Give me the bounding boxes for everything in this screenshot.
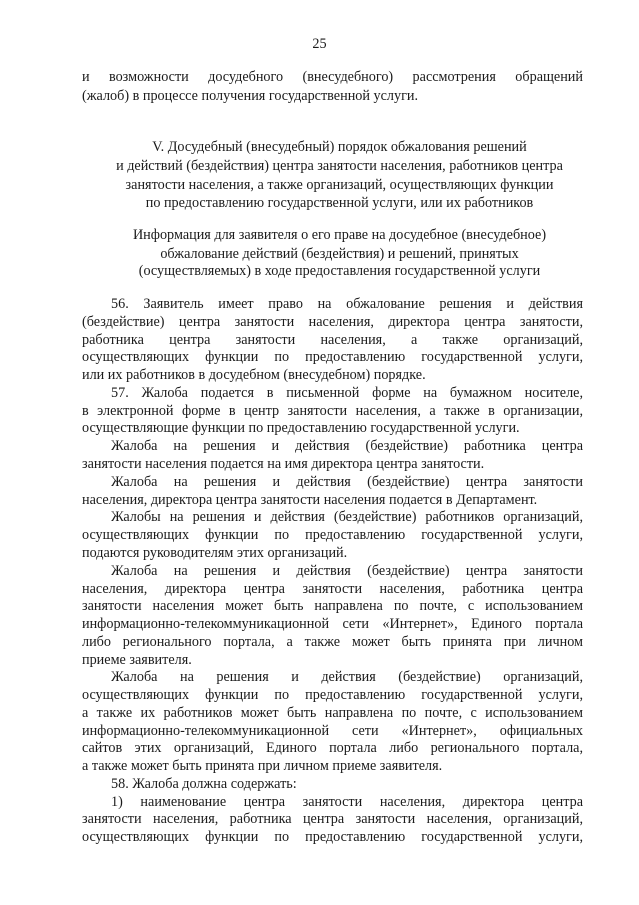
body-line: занятости населения подается на имя директора центра занятости.	[82, 456, 485, 472]
body-line: осуществляющих функции по предоставлению государственной услуги,	[82, 829, 583, 845]
body-line: Жалоба на решения и действия (бездействие) центра занятости	[111, 474, 583, 490]
body-line: осуществляющих функции по предоставлению государственной услуги,	[82, 527, 583, 543]
body-line: информационно-телекоммуникационной сети «Интернет», Единого портала	[82, 616, 583, 632]
body-line: 56. Заявитель имеет право на обжалование решения и действия	[111, 296, 583, 312]
body-line: Жалоба на решения и действия (бездействие) центра занятости	[111, 563, 583, 579]
body-line: населения, директора центра занятости населения подается в Департамент.	[82, 492, 538, 508]
body-line: Жалобы на решения и действия (бездействие) работников организаций,	[111, 509, 583, 525]
subheading-line: обжалование действий (бездействия) и решений, принятых	[160, 246, 519, 262]
section-heading-line: V. Досудебный (внесудебный) порядок обжалования решений	[152, 139, 527, 155]
body-line: осуществляющие функции по предоставлению государственной услуги.	[82, 420, 520, 436]
body-line: сайтов этих организаций, Единого портала либо регионального портала,	[82, 740, 583, 756]
body-line: осуществляющих функции по предоставлению государственной услуги,	[82, 687, 583, 703]
body-line: в электронной форме в центр занятости населения, а также в организации,	[82, 403, 583, 419]
body-line: а также может быть принята при личном приеме заявителя.	[82, 758, 443, 774]
body-line: приеме заявителя.	[82, 652, 192, 668]
body-line: осуществляющих функции по предоставлению государственной услуги,	[82, 349, 583, 365]
body-line: либо регионального портала, а также может быть принята при личном	[82, 634, 583, 650]
body-line: подаются руководителям этих организаций.	[82, 545, 348, 561]
body-line: населения, директора центра занятости населения, работника центра	[82, 581, 583, 597]
intro-line: и возможности досудебного (внесудебного) рассмотрения обращений	[82, 69, 583, 85]
body-line: или их работников в досудебном (внесудебном) порядке.	[82, 367, 426, 383]
subheading-line: Информация для заявителя о его праве на досудебное (внесудебное)	[132, 227, 547, 243]
page-number: 25	[312, 36, 327, 52]
body-line: 58. Жалоба должна содержать:	[111, 776, 297, 792]
body-line: информационно-телекоммуникационной сети «Интернет», официальных	[82, 723, 583, 739]
body-line: 1) наименование центра занятости населения, директора центра	[111, 794, 583, 810]
section-heading-line: и действий (бездействия) центра занятости населения, работников центра	[116, 158, 563, 174]
body-line: (бездействие) центра занятости населения, директора центра занятости,	[82, 314, 583, 330]
section-heading-line: по предоставлению государственной услуги, или их работников	[145, 195, 534, 211]
section-heading-line: занятости населения, а также организаций, осуществляющих функции	[125, 177, 554, 193]
body-line: работника центра занятости населения, а также организаций,	[82, 332, 583, 348]
body-line: Жалоба на решения и действия (бездействие) организаций,	[111, 669, 583, 685]
body-line: 57. Жалоба подается в письменной форме на бумажном носителе,	[111, 385, 583, 401]
body-line: а также их работников может быть направлена по почте, с использованием	[82, 705, 583, 721]
body-line: Жалоба на решения и действия (бездействие) работника центра	[111, 438, 583, 454]
subheading-line: (осуществляемых) в ходе предоставления государственной услуги	[138, 263, 541, 279]
body-line: занятости населения может быть направлена по почте, с использованием	[82, 598, 583, 614]
intro-line: (жалоб) в процессе получения государственной услуги.	[82, 88, 419, 104]
body-line: занятости населения, работника центра занятости населения, организаций,	[82, 811, 583, 827]
